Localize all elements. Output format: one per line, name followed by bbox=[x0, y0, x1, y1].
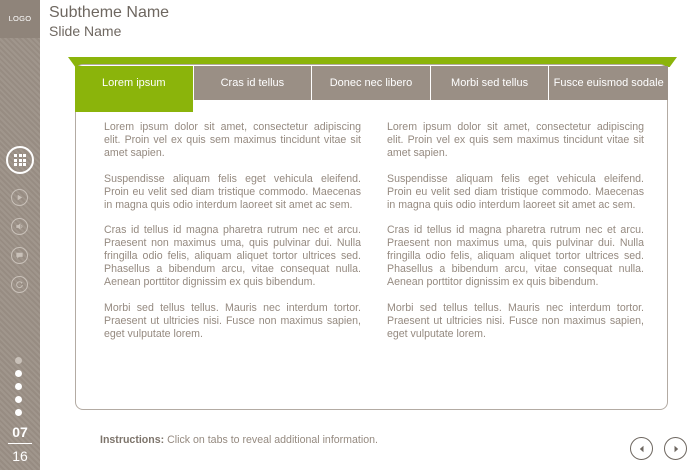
chevron-right-icon bbox=[671, 444, 681, 454]
tab-morbi-sed-tellus[interactable]: Morbi sed tellus bbox=[431, 66, 550, 100]
content-column-left bbox=[104, 121, 361, 354]
replay-button[interactable] bbox=[11, 276, 28, 293]
instructions bbox=[100, 434, 378, 446]
logo: LOGO bbox=[0, 0, 40, 38]
paragraph: Suspendisse aliquam felis eget vehicula eleifend. Proin eu velit sed diam tristique commodo. Maecenas in magna quis odio interdum laoreet sit amet ac sem. bbox=[104, 172, 361, 211]
instructions-text: Click on tabs to reveal additional information. bbox=[167, 434, 378, 446]
chevron-left-icon bbox=[637, 444, 647, 454]
paragraph: Cras id tellus id magna pharetra rutrum nec et arcu. Praesent non maximus uma, quis pulvinar dui. Nulla fringilla odio felis, aliquam aliquet tortor ultrices sed. Phasellus a bibendum arcu, vitae consequat nulla. Aenean porttitor dignissim ex quis bibendum. bbox=[104, 224, 361, 289]
menu-button[interactable] bbox=[6, 146, 34, 174]
progress-dot bbox=[15, 383, 22, 390]
tab-donec-nec-libero[interactable]: Donec nec libero bbox=[312, 66, 431, 100]
page-separator bbox=[8, 443, 32, 444]
sidebar bbox=[0, 0, 40, 470]
play-icon bbox=[15, 193, 24, 202]
tab-bar bbox=[75, 66, 668, 100]
replay-icon bbox=[15, 280, 24, 289]
content-column-right bbox=[387, 121, 644, 354]
progress-dot bbox=[15, 370, 22, 377]
volume-button[interactable] bbox=[11, 218, 28, 235]
play-button[interactable] bbox=[11, 189, 28, 206]
menu-grid-icon bbox=[14, 154, 26, 166]
instructions-label: Instructions: bbox=[100, 434, 165, 446]
captions-icon bbox=[15, 251, 24, 260]
paragraph: Lorem ipsum dolor sit amet, consectetur adipiscing elit. Proin vel ex quis sem maximus tincidunt vitae sit amet sapien. bbox=[104, 121, 361, 159]
captions-button[interactable] bbox=[11, 247, 28, 264]
volume-icon bbox=[15, 222, 24, 231]
progress-dots bbox=[15, 357, 23, 422]
progress-dot bbox=[15, 396, 22, 403]
tab-lorem-ipsum[interactable]: Lorem ipsum bbox=[75, 66, 194, 112]
page-total: 16 bbox=[12, 448, 28, 464]
progress-dot bbox=[15, 357, 22, 364]
progress-dot bbox=[15, 409, 22, 416]
paragraph: Suspendisse aliquam felis eget vehicula eleifend. Proin eu velit sed diam tristique commodo. Maecenas in magna quis odio interdum laoreet sit amet ac sem. bbox=[387, 172, 644, 211]
tab-fusce-euismod-sodale[interactable]: Fusce euismod sodale bbox=[549, 66, 668, 100]
page-current: 07 bbox=[12, 424, 28, 440]
paragraph: Lorem ipsum dolor sit amet, consectetur adipiscing elit. Proin vel ex quis sem maximus tincidunt vitae sit amet sapien. bbox=[387, 121, 644, 159]
tab-cras-id-tellus[interactable]: Cras id tellus bbox=[194, 66, 313, 100]
paragraph: Cras id tellus id magna pharetra rutrum nec et arcu. Praesent non maximus uma, quis pulvinar dui. Nulla fringilla odio felis, aliquam aliquet tortor ultrices sed. Phasellus a bibendum arcu, vitae consequat nulla. Aenean porttitor dignissim ex quis bibendum. bbox=[387, 224, 644, 289]
subtheme-title: Subtheme Name bbox=[49, 4, 170, 21]
next-button[interactable] bbox=[664, 437, 687, 460]
paragraph: Morbi sed tellus tellus. Mauris nec interdum tortor. Praesent ut ultricies nisi. Fusce non maximus sapien, eget vulputate lorem. bbox=[104, 301, 361, 340]
slide-title: Slide Name bbox=[49, 23, 122, 39]
paragraph: Morbi sed tellus tellus. Mauris nec interdum tortor. Praesent ut ultricies nisi. Fusce non maximus sapien, eget vulputate lorem. bbox=[387, 301, 644, 340]
prev-button[interactable] bbox=[630, 437, 653, 460]
